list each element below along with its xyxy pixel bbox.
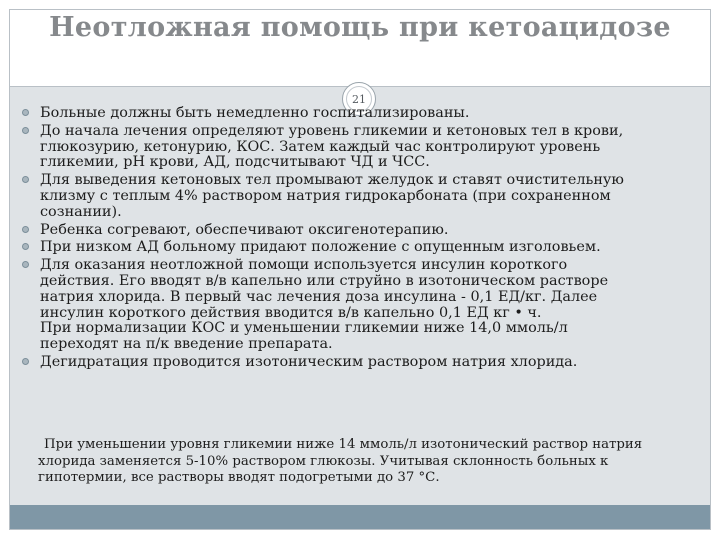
- bullet-line: Дегидратация проводится изотоническим раствором натрия хлорида.: [40, 353, 578, 370]
- bullet-list: [16, 106, 704, 373]
- bullet-line: глюкозурию, кетонурию, КОС. Затем каждый час контролируют уровень: [40, 138, 601, 155]
- slide-title: Неотложная помощь при кетоацидозе: [49, 12, 671, 43]
- bullet-item: [16, 173, 704, 220]
- bullet-line: клизму с теплым 4% раствором натрия гидрокарбоната (при сохраненном: [40, 187, 611, 204]
- bullet-line: натрия хлорида. В первый час лечения доза инсулина - 0,1 ЕД/кг. Далее: [40, 288, 598, 305]
- bullet-line: переходят на п/к введение препарата.: [40, 336, 333, 353]
- bullet-item: [16, 240, 704, 256]
- bullet-dot-icon: [22, 127, 29, 134]
- bullet-line: Для выведения кетоновых тел промывают желудок и ставят очистительную: [40, 172, 624, 189]
- bullet-line: сознании).: [40, 203, 122, 220]
- bullet-line: гликемии, pH крови, АД, подсчитывают ЧД и ЧСС.: [40, 154, 430, 171]
- note-line: хлорида заменяется 5-10% раствором глюкозы. Учитывая склонность больных к: [38, 453, 609, 469]
- bullet-line: При низком АД больному придают положение с опущенным изголовьем.: [40, 239, 601, 256]
- bullet-dot-icon: [22, 261, 29, 268]
- bullet-item: [16, 106, 704, 122]
- bullet-item: [16, 355, 704, 371]
- bullet-dot-icon: [22, 243, 29, 250]
- bullet-line: действия. Его вводят в/в капельно или струйно в изотоническом растворе: [40, 272, 609, 289]
- bullet-dot-icon: [22, 226, 29, 233]
- bullet-dot-icon: [22, 176, 29, 183]
- note-line: гипотермии, все растворы вводят подогретыми до 37 °С.: [38, 470, 440, 485]
- bullet-line: Ребенка согревают, обеспечивают оксигенотерапию.: [40, 221, 449, 238]
- bullet-line: инсулин короткого действия вводится в/в капельно 0,1 ЕД кг • ч.: [40, 304, 542, 321]
- bullet-line: Для оказания неотложной помощи используется инсулин короткого: [40, 257, 568, 274]
- bullet-line: Больные должны быть немедленно госпитализированы.: [40, 105, 470, 121]
- page-number-badge: 21: [342, 82, 376, 116]
- bullet-line: При нормализации КОС и уменьшении гликемии ниже 14,0 ммоль/л: [40, 320, 568, 337]
- bullet-item: [16, 223, 704, 239]
- note-paragraph: [38, 437, 702, 487]
- bullet-dot-icon: [22, 109, 29, 116]
- bullet-line: До начала лечения определяют уровень гликемии и кетоновых тел в крови,: [40, 122, 624, 139]
- note-line: При уменьшении уровня гликемии ниже 14 ммоль/л изотонический раствор натрия: [44, 437, 643, 452]
- bullet-item: [16, 124, 704, 171]
- bullet-dot-icon: [22, 358, 29, 365]
- footer-bar: [10, 505, 710, 529]
- bullet-item: [16, 258, 704, 353]
